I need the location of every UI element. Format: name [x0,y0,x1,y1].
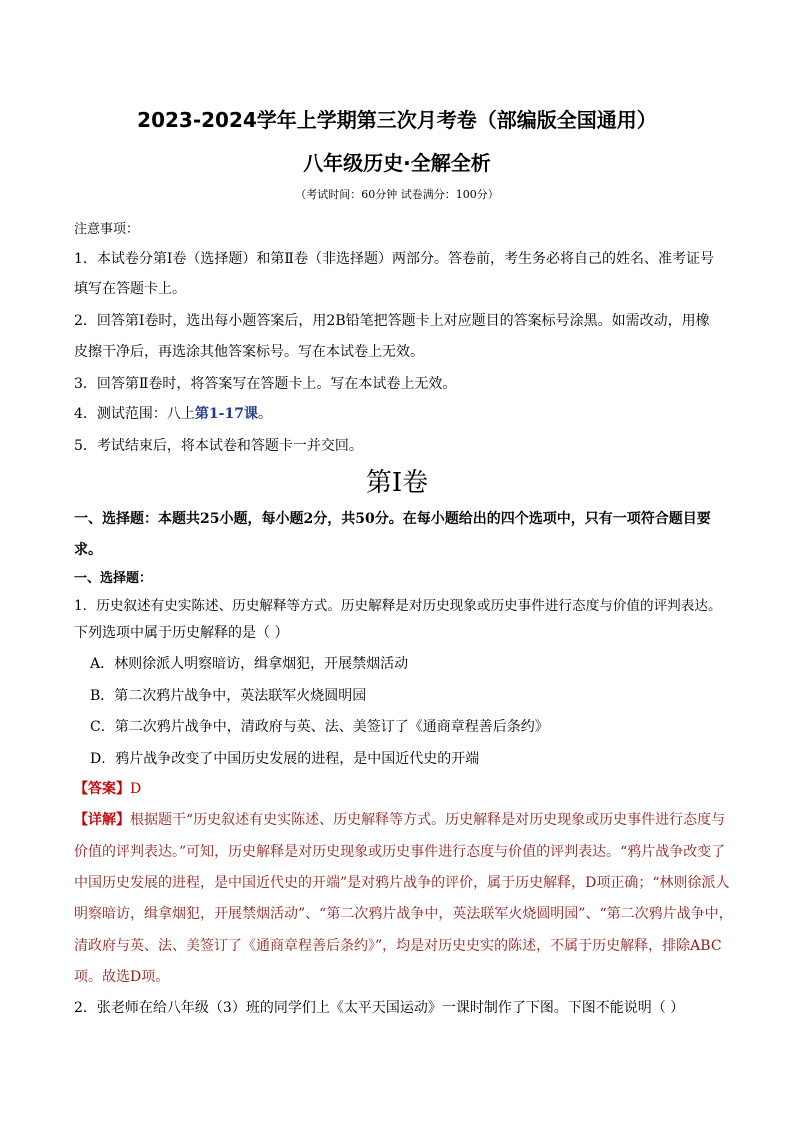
exam-title: 2023-2024学年上学期第三次月考卷（部编版全国通用） [137,108,657,132]
section-intro-b: 求。 [74,542,102,558]
q1-answer [74,778,141,798]
q1-detail-line-4: 明察暗访，缉拿烟犯，开展禁烟活动”、“第二次鸦片战争中，英法联军火烧圆明园”、“第二次鸦片战争中， [74,906,733,922]
q1-option-b: B．第二次鸦片战争中，英法联军火烧圆明园 [90,688,367,704]
q1-stem-a: 1．历史叙述有史实陈述、历史解释等方式。历史解释是对历史现象或历史事件进行态度与价值的评判表达。 [74,598,722,614]
note-5: 5．考试结束后，将本试卷和答题卡一并交回。 [74,438,363,454]
exam-info: （考试时间：60分钟 试卷满分：100分） [295,188,499,201]
note-1a: 1．本试卷分第Ⅰ卷（选择题）和第Ⅱ卷（非选择题）两部分。答卷前，考生务必将自己的姓名、准考证号 [74,251,714,267]
note-4-prefix: 4．测试范围：八上 [74,406,195,422]
section-intro-a: 一、选择题：本题共25小题，每小题2分，共50分。在每小题给出的四个选项中，只有一项符合题目要 [74,511,711,527]
note-2a: 2．回答第Ⅰ卷时，选出每小题答案后，用2B铅笔把答题卡上对应题目的答案标号涂黑。如需改动，用橡 [74,313,710,329]
q2-stem: 2．张老师在给八年级（3）班的同学们上《太平天国运动》一课时制作了下图。下图不能说明（ ） [74,1000,685,1016]
q1-option-c: C．第二次鸦片战争中，清政府与英、法、美签订了《通商章程善后条约》 [90,719,549,735]
q1-detail-line-2: 价值的评判表达。”可知，历史解释是对历史现象或历史事件进行态度与价值的评判表达。“鸦片战争改变了 [74,844,726,860]
q1-detail-line-5: 清政府与英、法、美签订了《通商章程善后条约》”，均是对历史史实的陈述，不属于历史解释，排除ABC [74,938,722,954]
answer-value: D [130,781,142,797]
section-subheading: 一、选择题： [74,571,153,586]
note-4 [74,403,272,423]
q1-detail-line-1 [74,809,725,829]
detail-label: 【详解】 [74,812,130,828]
q1-option-d: D．鸦片战争改变了中国历史发展的进程，是中国近代史的开端 [90,751,480,767]
test-range: 第1-17课 [194,406,258,422]
note-1b: 填写在答题卡上。 [74,281,186,297]
q1-detail-line-3: 中国历史发展的进程，是中国近代史的开端”是对鸦片战争的评价，属于历史解释，D项正确；“林则徐派人 [74,875,730,891]
section-title: 第Ⅰ卷 [365,468,429,498]
answer-label: 【答案】 [74,781,130,797]
exam-subtitle: 八年级历史·全解全析 [303,151,491,175]
note-2b: 皮擦干净后，再选涂其他答案标号。写在本试卷上无效。 [74,344,424,360]
note-4-suffix: 。 [257,406,272,422]
notes-heading: 注意事项： [74,222,140,237]
note-3: 3．回答第Ⅱ卷时，将答案写在答题卡上。写在本试卷上无效。 [74,376,457,392]
detail-text-1: 根据题干“历史叙述有史实陈述、历史解释等方式。历史解释是对历史现象或历史事件进行态度与 [130,812,726,828]
q1-option-a: A．林则徐派人明察暗访，缉拿烟犯，开展禁烟活动 [90,656,409,672]
q1-stem-b: 下列选项中属于历史解释的是（ ） [74,625,289,641]
q1-detail-line-6: 项。故选D项。 [74,969,170,985]
